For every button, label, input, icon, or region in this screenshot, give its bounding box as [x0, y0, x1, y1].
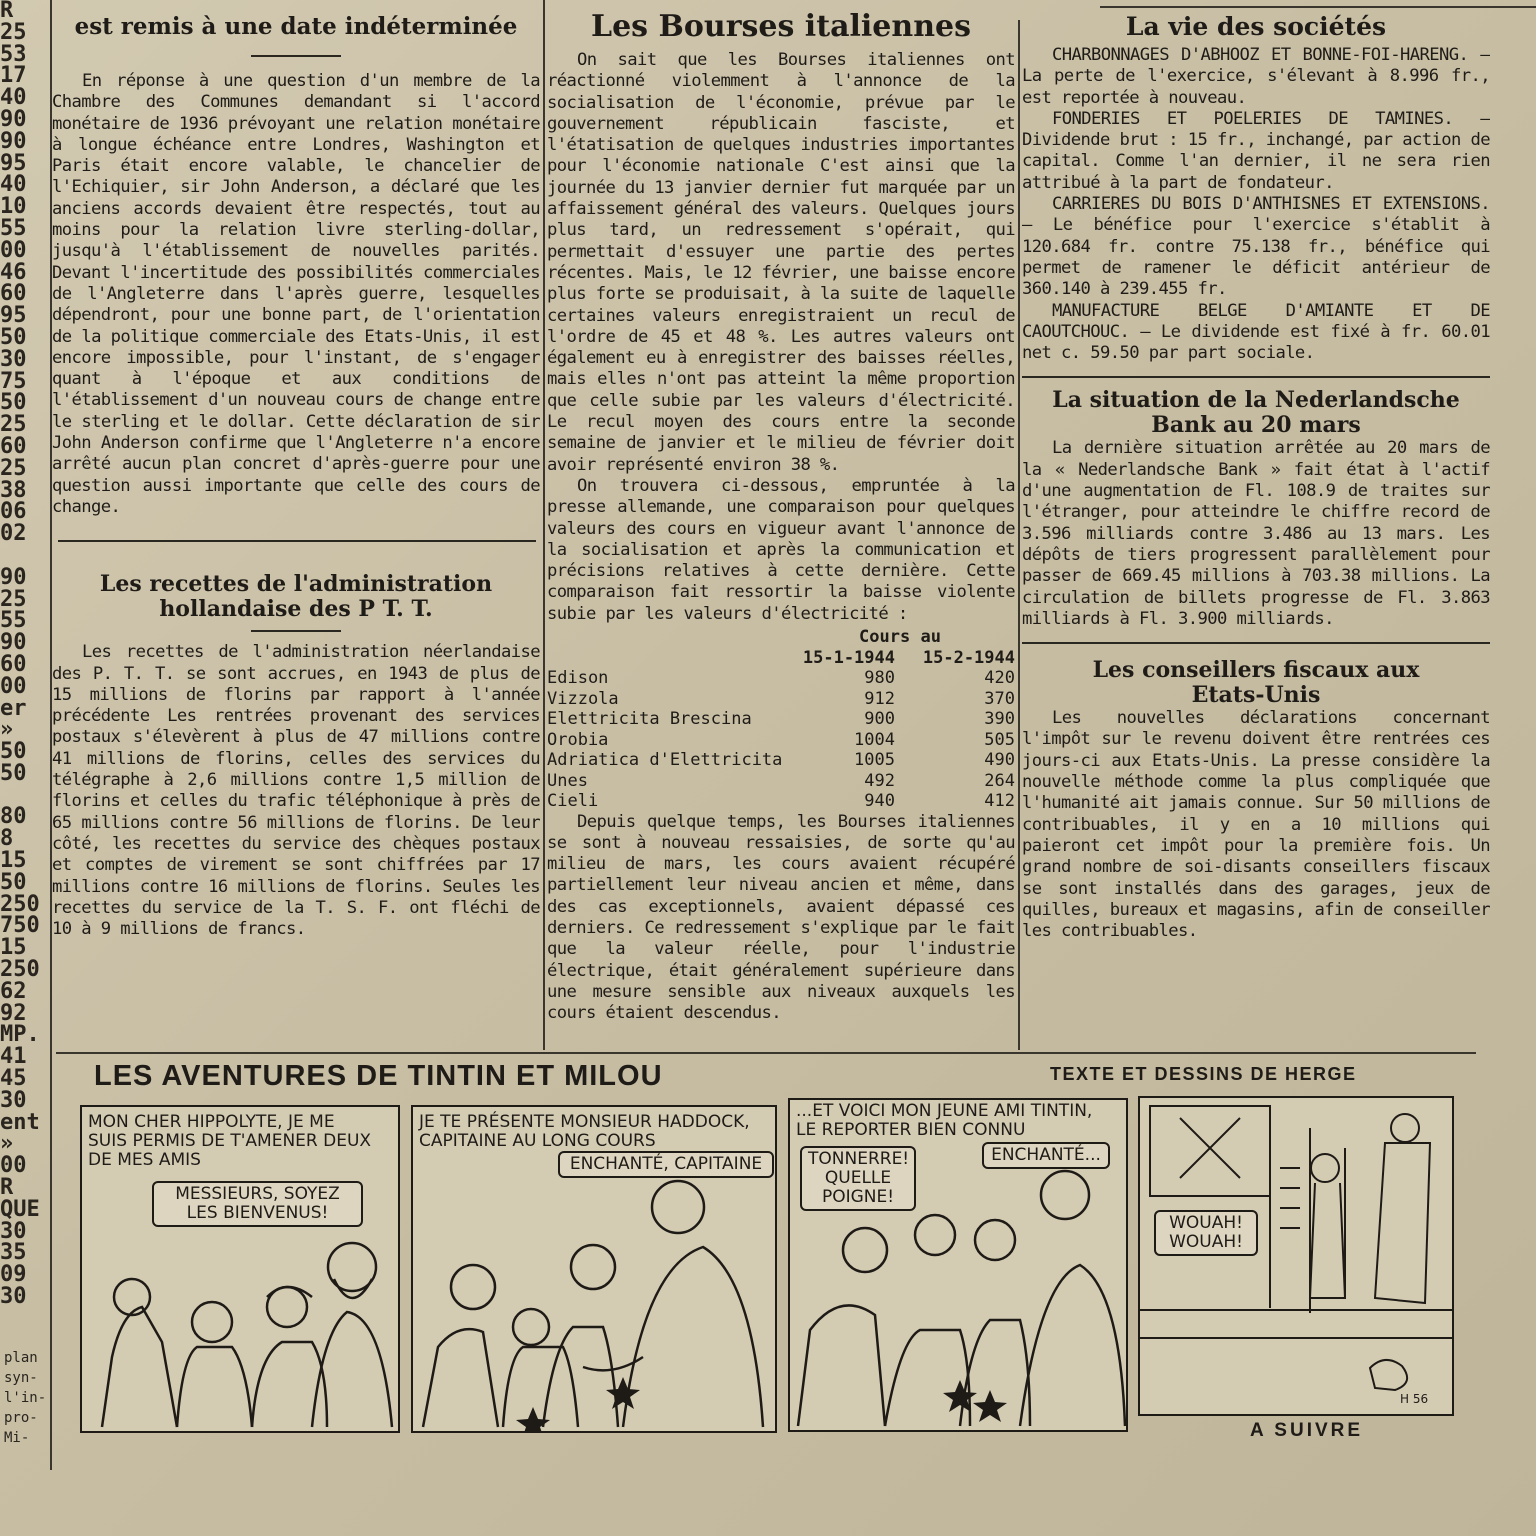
stock-value-1: 912 — [864, 688, 895, 709]
left-edge-number: 92 — [0, 1000, 27, 1026]
stock-name: Vizzola — [547, 688, 619, 709]
col2-article-p1: On sait que les Bourses italiennes ont réactionné violemment à l'annonce de la socialisation de l'économie, prévue par le gouvernement républicain fasciste, et l'étatisation de quelques industries importantes pour l'économie nationale C'est ainsi que la journée du 13 janvier dernier fut marquée par un affaissement général des valeurs. Quelques jours plus tard, un redressement s'opérait, qui permettait d'essuyer une partie des pertes récentes. Mais, le 12 février, une baisse encore plus forte se produisait, à la suite de laquelle certaines valeurs enregistraient un recul de l'ordre de 45 et 48 %. Les autres valeurs ont également eu à enregistrer des baisses réelles, mais elles n'ont pas atteint la même proportion que celle subie par les valeurs d'électricité. Le recul moyen des cours entre la seconde semaine de janvier et le milieu de février doit avoir représenté environ 38 %. — [547, 50, 1015, 475]
stock-name: Elettricita Brescina — [547, 709, 752, 730]
column-rule-2 — [1018, 20, 1020, 1050]
left-edge-number: 90 — [0, 630, 27, 656]
col2-article-p2: On trouvera ci-dessous, empruntée à la presse allemande, une comparaison pour quelques valeurs des cours en vigueur avant l'annonce de la socialisation et après la communication et précisions relatives à cette dernière. Cette comparaison fait ressortir la baisse violente subie par les valeurs d'électricité : — [547, 475, 1015, 624]
left-edge-number: 15 — [0, 848, 27, 874]
panel2-drawing — [413, 1107, 775, 1431]
left-edge-number: 35 — [0, 1240, 27, 1266]
col3-article2: La dernière situation arrêtée au 20 mars de la « Nederlandsche Bank » fait état à l'actif d'une augmentation de Fl. 108.9 de traites sur l'étranger, pour atteindre le chiffre record de 3.596 milliards contre 3.486 au 13 mars. Les dépôts de tiers progressent parallèlement pour passer de 669.45 millions à 703.38 millions. La circulation de billets progresse de Fl. 3.863 milliards à Fl. 3.900 milliards. — [1022, 438, 1490, 629]
panel3-drawing — [790, 1100, 1126, 1430]
stock-value-1: 900 — [864, 709, 895, 730]
left-edge-number: 02 — [0, 521, 27, 547]
left-edge-number: 50 — [0, 739, 27, 765]
col3-section-rule — [1022, 376, 1490, 378]
left-edge-number: 55 — [0, 608, 27, 634]
col3-headline: La vie des sociétés — [1125, 14, 1387, 41]
left-edge-number: MP. — [0, 1022, 40, 1048]
comic-credit: TEXTE ET DESSINS DE HERGE — [1050, 1064, 1357, 1084]
stock-row — [547, 689, 1015, 710]
left-edge-number: 25 — [0, 412, 27, 438]
stock-value-1: 492 — [864, 770, 895, 791]
col3-section-rule-2 — [1022, 642, 1490, 644]
comic-footer: A SUIVRE — [1250, 1420, 1364, 1441]
col3-article3: Les nouvelles déclarations concernant l'impôt sur le revenu doivent être rentrées ces jours-ci aux Etats-Unis. La presse considère la nouvelle méthode comme la plus compliquée que l'humanité ait jamais connue. Sur 50 millions de contribuables, il y en a 10 millions qui paieront cet impôt pour la première fois. Un grand nombre de soi-disants conseillers fiscaux se sont installés dans des garages, jeux de quilles, bureaux et magasins, afin de conseiller les contribuables. — [1022, 708, 1490, 942]
left-edge-number: 90 — [0, 128, 27, 154]
left-edge-number: 41 — [0, 1044, 27, 1070]
panel3-bubble-a: TONNERRE! QUELLE POIGNE! — [800, 1146, 916, 1211]
left-edge-word: Mi- — [4, 1430, 30, 1446]
societe-item: MANUFACTURE BELGE D'AMIANTE ET DE CAOUTCHOUC. — Le dividende est fixé à fr. 60.01 net c. 59.50 par part sociale. — [1022, 300, 1490, 364]
comic-panel-4 — [1138, 1096, 1454, 1416]
left-edge-number: 50 — [0, 760, 27, 786]
left-edge-number: 10 — [0, 194, 27, 220]
left-edge-number: 46 — [0, 259, 27, 285]
left-edge-number: 55 — [0, 215, 27, 241]
stock-value-1: 980 — [864, 668, 895, 689]
panel4-bubble: WOUAH! WOUAH! — [1154, 1210, 1258, 1256]
stock-row — [547, 750, 1015, 771]
stock-date-1: 15-1-1944 — [802, 647, 895, 668]
comic-panel-3 — [788, 1098, 1128, 1432]
societe-item: CARRIERES DU BOIS D'ANTHISNES ET EXTENSIONS. — Le bénéfice pour l'exercice s'établit à 120.684 fr. contre 75.138 fr., bénéfice qui permet de ramener le déficit antérieur de 360.140 à 239.455 fr. — [1022, 194, 1490, 300]
top-right-rule — [1100, 6, 1536, 8]
stock-row — [547, 730, 1015, 751]
societe-item: FONDERIES ET POELERIES DE TAMINES. — Dividende brut : 15 fr., inchangé, par action de capital. Comme l'an dernier, il ne sera rien attribué à la part de fondateur. — [1022, 108, 1490, 193]
col1-article2: Les recettes de l'administration néerlandaise des P. T. T. se sont accrues, en 1943 de plus de 15 millions de florins par rapport à l'année précédente Les rentrées provenant des services postaux s'élevèrent à plus de 47 millions contre 41 millions de florins, celles des services du télégraphe à 2,6 millions contre 1,5 million de florins et celles du trafic téléphonique à près de 65 millions contre 56 millions de florins. De leur côté, les recettes du service des chèques postaux et comptes de virement se sont chiffrées par 17 millions contre 16 millions de florins. Seules les recettes du service de la T. S. F. ont fléchi de 10 à 9 millions de francs. — [52, 642, 540, 940]
left-edge-number: 95 — [0, 303, 27, 329]
left-edge-number: QUE — [0, 1196, 40, 1222]
left-edge-number: 09 — [0, 1262, 27, 1288]
panel1-bubble: MESSIEURS, SOYEZ LES BIENVENUS! — [152, 1181, 363, 1227]
stock-value-1: 1004 — [854, 729, 895, 750]
left-edge-number: 30 — [0, 1087, 27, 1113]
col3-headline3: Les conseillers fiscaux aux Etats-Unis — [1092, 657, 1420, 709]
left-edge-number: 25 — [0, 455, 27, 481]
col1-headline: est remis à une date indéterminée — [74, 13, 518, 40]
stock-row — [547, 771, 1015, 792]
left-edge-number — [0, 785, 48, 807]
left-edge-number: 60 — [0, 433, 27, 459]
stock-name: Edison — [547, 668, 609, 689]
stock-header-label: Cours au — [859, 627, 941, 648]
left-edge-number: 250 — [0, 891, 40, 917]
col1-article: En réponse à une question d'un membre de la Chambre des Communes demandant si l'accord monétaire de 1936 prévoyant une relation monétaire à longue échéance entre Londres, Washington et Paris était encore valable, le chancelier de l'Echiquier, sir John Anderson, a déclaré que les anciens accords devaient être respectés, tout au moins pour la relation livre sterling-dollar, jusqu'à l'établissement de nouvelles parités. Devant l'incertitude des possibilités commerciales de l'Angleterre dans l'après guerre, lesquelles dépendront, pour une bonne part, de l'orientation de la politique commerciale des Etats-Unis, il est encore impossible, pour l'instant, de s'engager quant à l'époque et aux conditions de l'établissement d'un nouveau cours de change entre le sterling et le dollar. Cette déclaration de sir John Anderson confirme que l'Angleterre n'a encore arrêté aucun plan concret d'après-guerre pour une question aussi importante que celle des cours de change. — [52, 71, 540, 517]
column-3 — [1022, 14, 1490, 1050]
stock-value-2: 264 — [984, 770, 1015, 791]
col2-article-p3: Depuis quelque temps, les Bourses italiennes se sont à nouveau ressaisies, de sorte qu'au milieu de mars, les cours avaient récupéré partiellement leur niveau ancien et même, dans des cas exceptionnels, avaient dépassé ces derniers. Ce redressement s'explique par le fait que la valeur réelle, pour l'industrie électrique, était généralement supérieure dans une mesure sensible aux niveaux auxquels les cours étaient descendus. — [547, 811, 1015, 1024]
left-edge-word: l'in- — [4, 1390, 47, 1406]
stock-value-2: 370 — [984, 688, 1015, 709]
left-edge-number: 75 — [0, 368, 27, 394]
column-rule-1 — [543, 0, 545, 1050]
left-edge-number: 30 — [0, 346, 27, 372]
panel2-bubble: ENCHANTÉ, CAPITAINE — [558, 1151, 774, 1178]
stock-name: Adriatica d'Elettricita — [547, 750, 783, 771]
left-edge-number: 30 — [0, 1284, 27, 1308]
col2-headline: Les Bourses italiennes — [591, 9, 971, 44]
panel3-caption: ...ET VOICI MON JEUNE AMI TINTIN, LE REPORTER BIEN CONNU — [796, 1101, 1093, 1140]
left-edge-words — [4, 1348, 50, 1448]
left-edge-number: 50 — [0, 390, 27, 416]
left-edge-number: R — [0, 0, 14, 23]
left-edge-number: er » — [0, 695, 27, 743]
left-edge-number: 90 — [0, 564, 27, 590]
left-edge-number: 00 — [0, 1153, 27, 1179]
comic-panel-1 — [80, 1105, 400, 1433]
col1-short-rule — [251, 55, 341, 57]
left-edge-number: 25 — [0, 586, 27, 612]
left-edge-number: 30 — [0, 1218, 27, 1244]
panel4-drawing — [1140, 1098, 1452, 1414]
left-edge-number: 80 — [0, 804, 27, 830]
stock-name: Unes — [547, 770, 588, 791]
col1-headline2: Les recettes de l'administration hollandaise des P T. T. — [99, 571, 493, 623]
column-2 — [547, 0, 1015, 1050]
left-edge-number: 06 — [0, 499, 27, 525]
comic-title: LES AVENTURES DE TINTIN ET MILOU — [94, 1060, 663, 1092]
col1-section-rule — [58, 540, 536, 542]
left-edge-number: 45 — [0, 1066, 27, 1092]
stock-value-2: 390 — [984, 709, 1015, 730]
left-edge-number: 38 — [0, 477, 27, 503]
stock-date-2: 15-2-1944 — [922, 647, 1015, 668]
left-edge-number: ent » — [0, 1109, 40, 1157]
left-edge-number: 15 — [0, 935, 27, 961]
societe-item: CHARBONNAGES D'ABHOOZ ET BONNE-FOI-HARENG. — La perte de l'exercice, s'élevant à 8.996 fr., est reportée à nouveau. — [1022, 45, 1490, 108]
panel1-caption: MON CHER HIPPOLYTE, JE ME SUIS PERMIS DE T'AMENER DEUX DE MES AMIS — [88, 1112, 372, 1170]
panel4-signature: H 56 — [1400, 1392, 1429, 1406]
left-edge-number: 40 — [0, 172, 27, 198]
left-edge-number: 90 — [0, 106, 27, 132]
left-edge-number: 95 — [0, 150, 27, 176]
stock-value-2: 505 — [984, 729, 1015, 750]
stock-value-2: 490 — [984, 750, 1015, 771]
left-edge-number: R — [0, 1175, 14, 1201]
left-edge-number: 8 — [0, 826, 14, 852]
stock-row — [547, 709, 1015, 730]
left-edge-number: 62 — [0, 978, 27, 1004]
stock-value-2: 412 — [984, 791, 1015, 812]
societes-list — [1022, 45, 1490, 364]
left-edge-number: 25 — [0, 19, 27, 45]
left-edge-number: 00 — [0, 237, 27, 263]
col1-short-rule-2 — [251, 630, 341, 632]
left-edge-word: pro- — [4, 1410, 38, 1426]
stock-value-1: 1005 — [854, 750, 895, 771]
left-edge-word: plan — [4, 1350, 38, 1366]
left-edge-number: 53 — [0, 41, 27, 67]
left-edge-number: 60 — [0, 651, 27, 677]
left-edge-number: 50 — [0, 869, 27, 895]
stock-row — [547, 791, 1015, 812]
left-edge-number: 40 — [0, 85, 27, 111]
stock-name: Orobia — [547, 729, 609, 750]
stock-table-dates — [547, 648, 1015, 669]
stock-table — [547, 627, 1015, 812]
stock-value-2: 420 — [984, 668, 1015, 689]
panel3-bubble-b: ENCHANTÉ... — [982, 1142, 1110, 1169]
left-edge-numbers — [0, 0, 48, 1308]
column-1 — [52, 0, 540, 1050]
panel2-caption: JE TE PRÉSENTE MONSIEUR HADDOCK, CAPITAINE AU LONG COURS — [419, 1112, 750, 1151]
stock-row — [547, 668, 1015, 689]
left-edge-number: 250 — [0, 957, 40, 983]
left-edge-word: syn- — [4, 1370, 38, 1386]
left-edge-number: 17 — [0, 63, 27, 89]
panel1-drawing — [82, 1107, 398, 1431]
left-edge-number — [0, 545, 48, 567]
stock-rows — [547, 668, 1015, 812]
left-edge-number: 50 — [0, 324, 27, 350]
left-edge-number: 00 — [0, 673, 27, 699]
stock-name: Cieli — [547, 791, 599, 812]
comic-top-rule — [56, 1052, 1476, 1054]
stock-table-header — [547, 627, 1015, 648]
left-edge-number: 60 — [0, 281, 27, 307]
left-edge-number: 750 — [0, 913, 40, 939]
comic-panel-2 — [411, 1105, 777, 1433]
col3-headline2: La situation de la Nederlandsche Bank au 20 mars — [1052, 387, 1460, 439]
stock-value-1: 940 — [864, 791, 895, 812]
